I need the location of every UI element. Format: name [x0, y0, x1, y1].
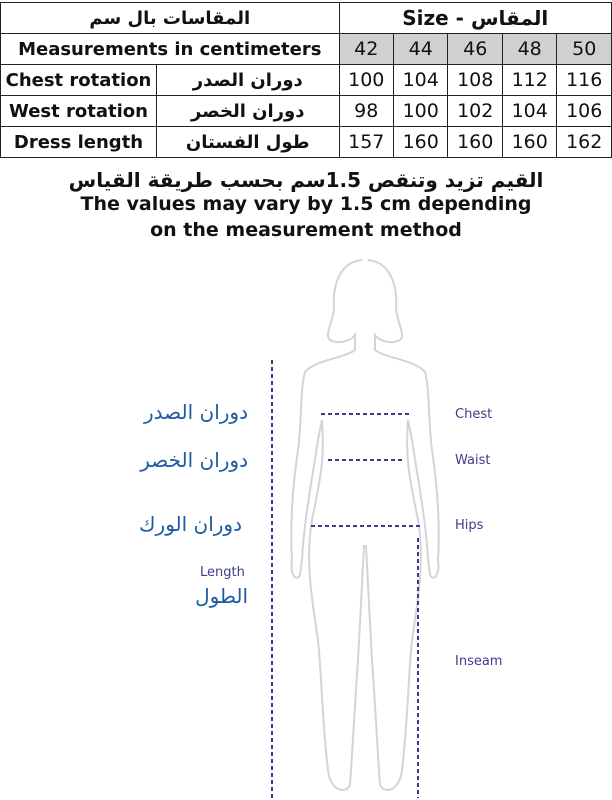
cell: 160 — [502, 127, 556, 158]
waist-label-en: Waist — [455, 453, 491, 468]
hips-label-en: Hips — [455, 518, 484, 533]
note-en-line2: on the measurement method — [150, 219, 462, 241]
cell: 160 — [448, 127, 502, 158]
row-label-ar: طول الفستان — [157, 127, 340, 158]
size-42: 42 — [339, 34, 393, 65]
inseam-label-en: Inseam — [455, 654, 503, 669]
measurement-lines — [272, 360, 420, 798]
cell: 100 — [393, 96, 447, 127]
cell: 116 — [557, 65, 612, 96]
cell: 112 — [502, 65, 556, 96]
cell: 108 — [448, 65, 502, 96]
size-50: 50 — [557, 34, 612, 65]
row-label-en: West rotation — [1, 96, 157, 127]
cell: 102 — [448, 96, 502, 127]
note-en-line1: The values may vary by 1.5 cm depending — [80, 193, 532, 215]
hips-label-ar: دوران الورك — [139, 512, 242, 536]
row-label-en: Chest rotation — [1, 65, 157, 96]
size-48: 48 — [502, 34, 556, 65]
cell: 104 — [502, 96, 556, 127]
row-label-ar: دوران الخصر — [157, 96, 340, 127]
cell: 157 — [339, 127, 393, 158]
cell: 104 — [393, 65, 447, 96]
header-ar: المقاسات بال سم — [1, 3, 340, 34]
cell: 162 — [557, 127, 612, 158]
row-label-ar: دوران الصدر — [157, 65, 340, 96]
note-ar: القيم تزيد وتنقص 1.5سم بحسب طريقة القياس — [68, 168, 544, 192]
cell: 98 — [339, 96, 393, 127]
size-44: 44 — [393, 34, 447, 65]
row-label-en: Dress length — [1, 127, 157, 158]
cell: 106 — [557, 96, 612, 127]
size-46: 46 — [448, 34, 502, 65]
chest-label-ar: دوران الصدر — [144, 400, 248, 424]
waist-label-ar: دوران الخصر — [140, 448, 248, 472]
chest-label-en: Chest — [455, 407, 493, 422]
measurements-label: Measurements in centimeters — [1, 34, 340, 65]
size-title: Size - المقاس — [339, 3, 612, 34]
cell: 160 — [393, 127, 447, 158]
length-label-ar: الطول — [195, 584, 248, 608]
cell: 100 — [339, 65, 393, 96]
length-label-en: Length — [200, 565, 245, 580]
